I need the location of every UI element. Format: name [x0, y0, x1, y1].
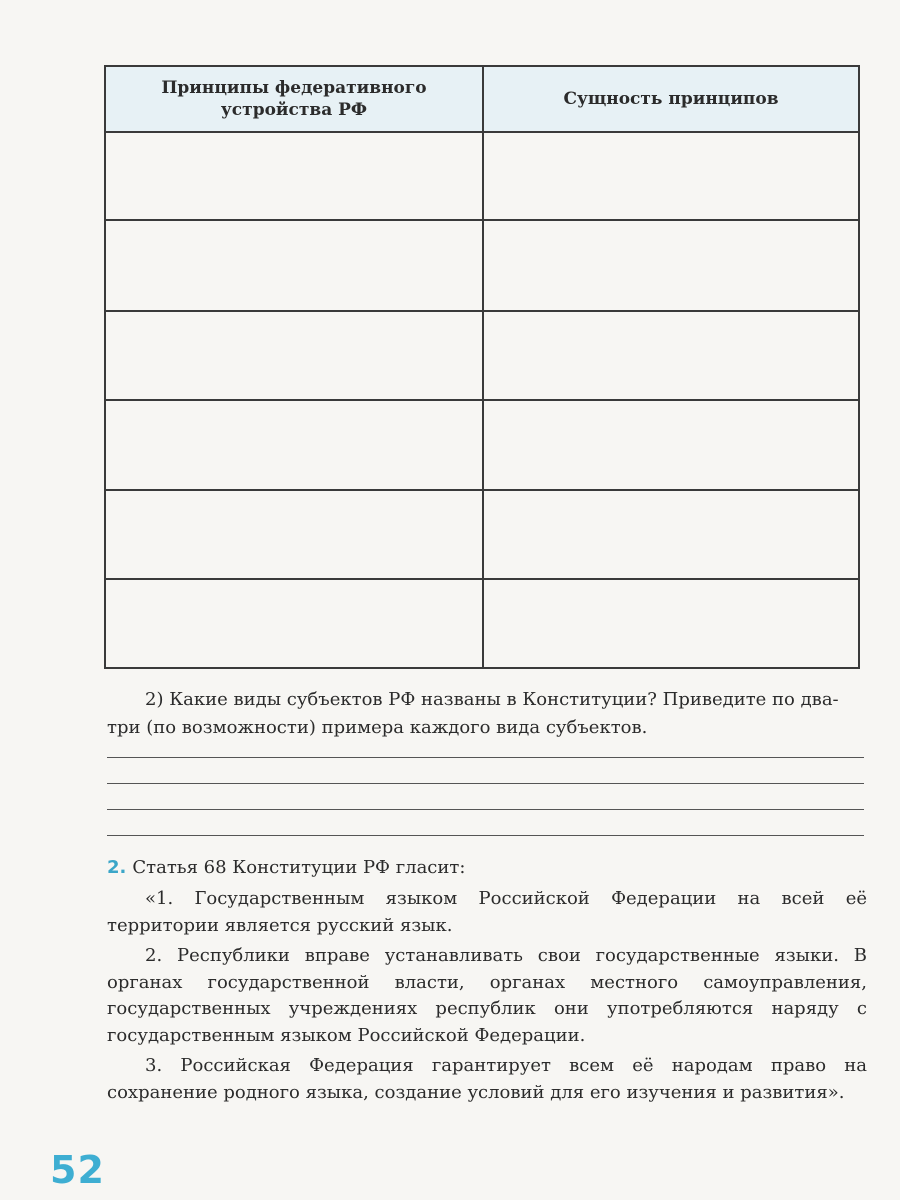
table-cell-empty[interactable] — [484, 312, 858, 401]
table-cell-empty[interactable] — [484, 491, 858, 580]
quote-paragraph-1: «1. Государственным языком Российской Федерации на всей её территории является русский язык. — [107, 888, 867, 936]
table-cell-empty[interactable] — [484, 133, 858, 221]
task-2-heading — [107, 855, 465, 881]
task-intro: Статья 68 Конституции РФ гласит: — [132, 857, 466, 878]
table-cell-empty[interactable] — [106, 133, 484, 221]
quote-paragraph-3: 3. Российская Федерация гарантирует всем её народам право на сохранение родного языка, создание условий для его изучения и развития». — [107, 1055, 867, 1103]
table-cell-empty[interactable] — [106, 491, 484, 580]
table-header-essence — [484, 67, 858, 133]
quote-paragraph-2: 2. Республики вправе устанавливать свои государственные языки. В органах государственной власти, органах местного самоуправления, государственных учреждениях республик они употребляются наряду с государственным языком Российской Федерации. — [107, 945, 867, 1046]
answer-line[interactable] — [107, 783, 864, 784]
table-cell-empty[interactable] — [106, 401, 484, 491]
table-cell-empty[interactable] — [106, 580, 484, 667]
table-header-principles — [106, 67, 484, 133]
answer-line[interactable] — [107, 809, 864, 810]
header-line-1: Принципы федеративного — [161, 78, 427, 98]
table-cell-empty[interactable] — [484, 580, 858, 667]
table-cell-empty[interactable] — [484, 221, 858, 312]
header-line-2: устройства РФ — [220, 100, 368, 120]
constitution-quote — [107, 886, 867, 1110]
answer-line[interactable] — [107, 757, 864, 758]
principles-table — [104, 65, 860, 669]
task-number: 2. — [107, 857, 127, 878]
question-2-text: 2) Какие виды субъектов РФ названы в Конституции? Приведите по два-три (по возможности) примера каждого вида субъектов. — [107, 689, 839, 738]
page-number: 52 — [50, 1148, 105, 1192]
table-cell-empty[interactable] — [106, 221, 484, 312]
header-essence-label: Сущность принципов — [563, 89, 779, 109]
table-cell-empty[interactable] — [484, 401, 858, 491]
answer-line[interactable] — [107, 835, 864, 836]
table-cell-empty[interactable] — [106, 312, 484, 401]
